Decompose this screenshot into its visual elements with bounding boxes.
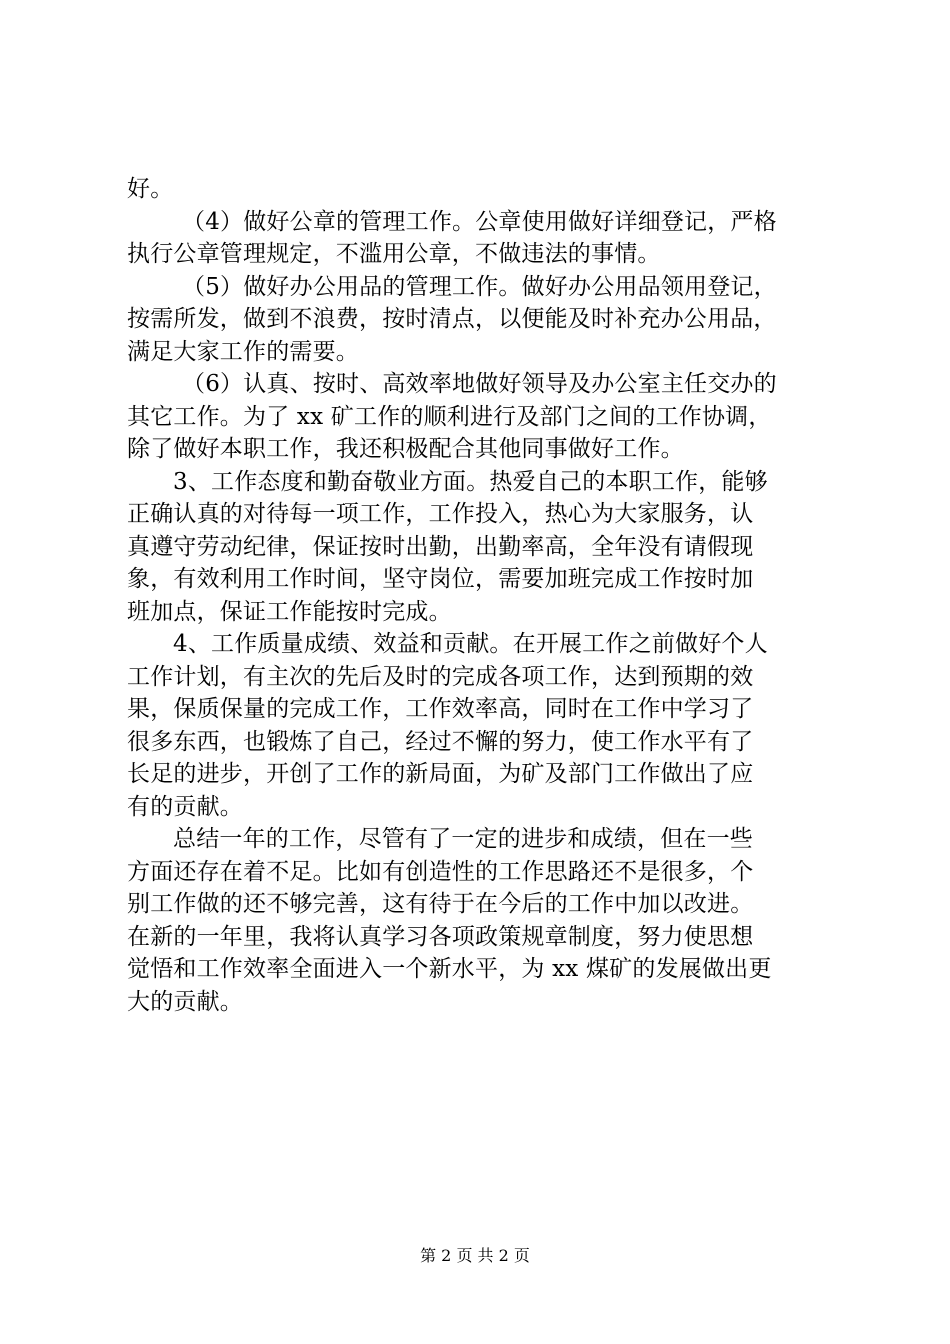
text-line: 总结一年的工作，尽管有了一定的进步和成绩，但在一些 [173,826,753,852]
text-line: 满足大家工作的需要。 [127,338,359,365]
text-line: 大的贡献。 [127,988,243,1015]
text-line: 其它工作。为了 xx 矿工作的顺利进行及部门之间的工作协调， [127,403,772,430]
text-line: 好。 [127,176,174,202]
text-line: 真遵守劳动纪律，保证按时出勤，出勤率高，全年没有请假现 [127,533,754,560]
document-body [127,173,833,1018]
text-line: 在新的一年里，我将认真学习各项政策规章制度，努力使思想 [127,923,754,950]
text-line: 很多东西，也锻炼了自己，经过不懈的努力，使工作水平有了 [127,728,754,755]
text-line: 方面还存在着不足。比如有创造性的工作思路还不是很多，个 [127,858,754,885]
text-line: （6）认真、按时、高效率地做好领导及办公室主任交办的 [182,371,777,397]
text-line: 按需所发，做到不浪费，按时清点，以便能及时补充办公用品， [127,306,777,332]
text-line: （4）做好公章的管理工作。公章使用做好详细登记，严格 [182,208,777,235]
text-line: 执行公章管理规定，不滥用公章，不做违法的事情。 [127,241,661,267]
text-line: 班加点，保证工作能按时完成。 [127,598,452,625]
text-line: 别工作做的还不够完善，这有待于在今后的工作中加以改进。 [127,891,754,917]
page-number-footer: 第 2 页 共 2 页 [420,1246,530,1265]
text-line: 有的贡献。 [127,793,243,820]
text-line: 果，保质保量的完成工作，工作效率高，同时在工作中学习了 [127,696,754,722]
text-line: 除了做好本职工作，我还积极配合其他同事做好工作。 [127,436,684,462]
text-line: 工作计划，有主次的先后及时的完成各项工作，达到预期的效 [127,663,754,690]
text-line: 3、工作态度和勤奋敬业方面。热爱自己的本职工作，能够 [173,468,768,495]
text-line: 长足的进步，开创了工作的新局面，为矿及部门工作做出了应 [127,761,754,787]
text-line: 觉悟和工作效率全面进入一个新水平，为 xx 煤矿的发展做出更 [127,956,772,982]
text-line: 正确认真的对待每一项工作，工作投入，热心为大家服务，认 [127,501,754,527]
text-line: 象，有效利用工作时间，坚守岗位，需要加班完成工作按时加 [127,566,754,592]
text-line: （5）做好办公用品的管理工作。做好办公用品领用登记， [182,273,777,300]
text-line: 4、工作质量成绩、效益和贡献。在开展工作之前做好个人 [173,631,768,657]
